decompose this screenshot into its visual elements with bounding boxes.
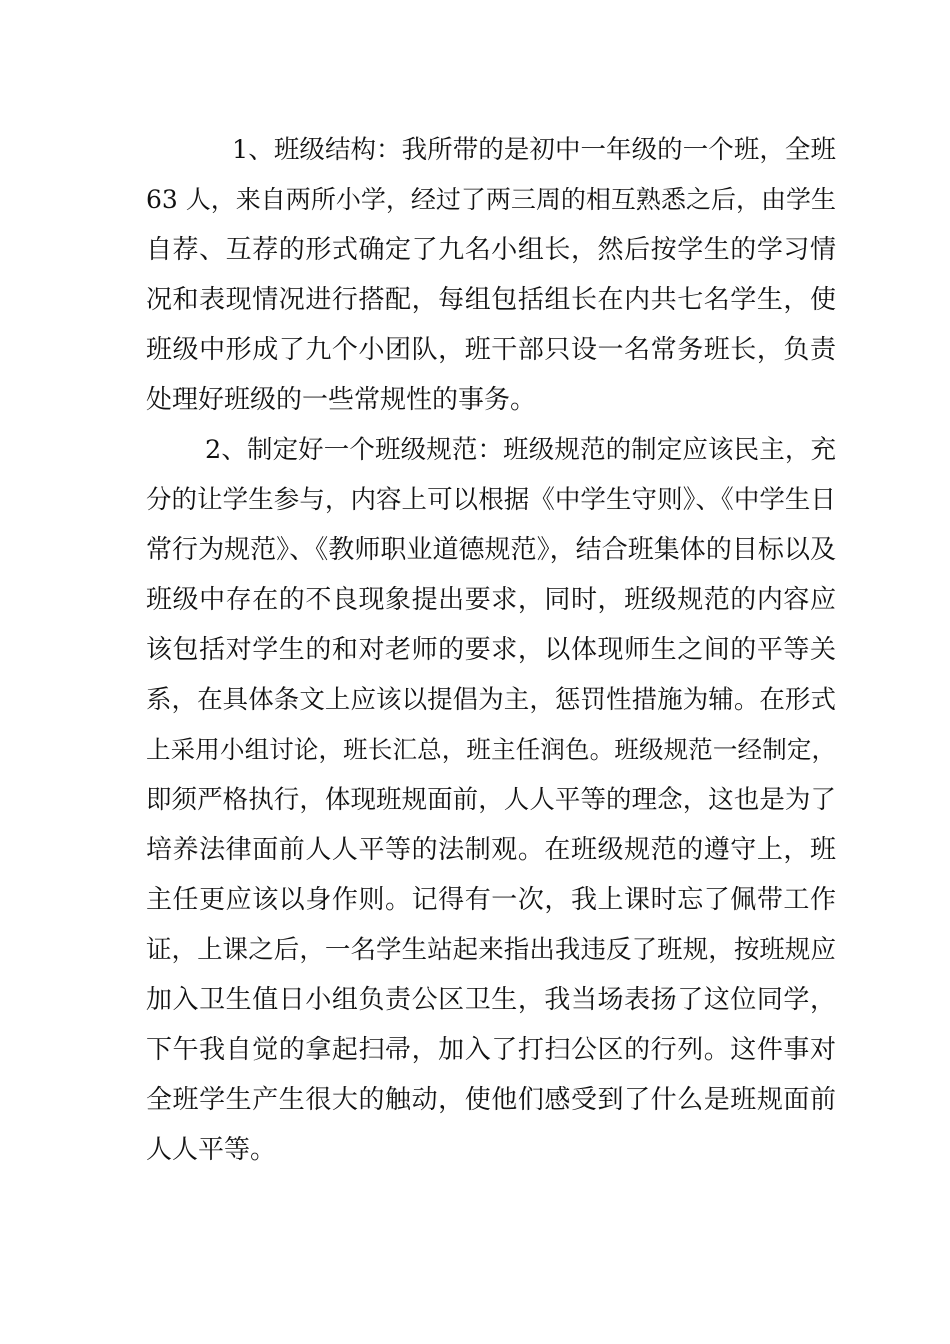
paragraph-line: 2、制定好一个班级规范：班级规范的制定应该民主，充 <box>205 435 836 465</box>
paragraph-line: 证，上课之后，一名学生站起来指出我违反了班规，按班规应 <box>146 935 836 965</box>
paragraph-line: 该包括对学生的和对老师的要求，以体现师生之间的平等关 <box>146 635 836 665</box>
paragraph-line: 培养法律面前人人平等的法制观。在班级规范的遵守上，班 <box>146 835 836 865</box>
paragraph-line: 系，在具体条文上应该以提倡为主，惩罚性措施为辅。在形式 <box>146 685 836 715</box>
paragraph-line: 上采用小组讨论，班长汇总，班主任润色。班级规范一经制定， <box>146 735 836 764</box>
paragraph-line: 即须严格执行，体现班规面前，人人平等的理念，这也是为了 <box>146 785 836 815</box>
paragraph-line: 自荐、互荐的形式确定了九名小组长，然后按学生的学习情 <box>146 235 836 265</box>
paragraph-line: 1、班级结构：我所带的是初中一年级的一个班，全班 <box>232 135 836 165</box>
paragraph-line: 全班学生产生很大的触动，使他们感受到了什么是班规面前 <box>146 1085 836 1115</box>
paragraph-line: 常行为规范》、《教师职业道德规范》，结合班集体的目标以及 <box>146 535 836 565</box>
paragraph-line: 加入卫生值日小组负责公区卫生，我当场表扬了这位同学， <box>146 985 836 1015</box>
paragraph-line: 处理好班级的一些常规性的事务。 <box>146 385 537 415</box>
paragraph-line: 分的让学生参与，内容上可以根据《中学生守则》、《中学生日 <box>146 485 836 515</box>
paragraph-line: 人人平等。 <box>146 1135 277 1165</box>
paragraph-line: 班级中形成了九个小团队，班干部只设一名常务班长，负责 <box>146 335 836 365</box>
paragraph-line: 下午我自觉的拿起扫帚，加入了打扫公区的行列。这件事对 <box>146 1035 836 1065</box>
paragraph-line: 63 人，来自两所小学，经过了两三周的相互熟悉之后，由学生 <box>146 185 836 214</box>
paragraph-line: 况和表现情况进行搭配，每组包括组长在内共七名学生，使 <box>146 285 836 315</box>
paragraph-line: 班级中存在的不良现象提出要求，同时，班级规范的内容应 <box>146 585 836 615</box>
paragraph-line: 主任更应该以身作则。记得有一次，我上课时忘了佩带工作 <box>146 885 836 915</box>
